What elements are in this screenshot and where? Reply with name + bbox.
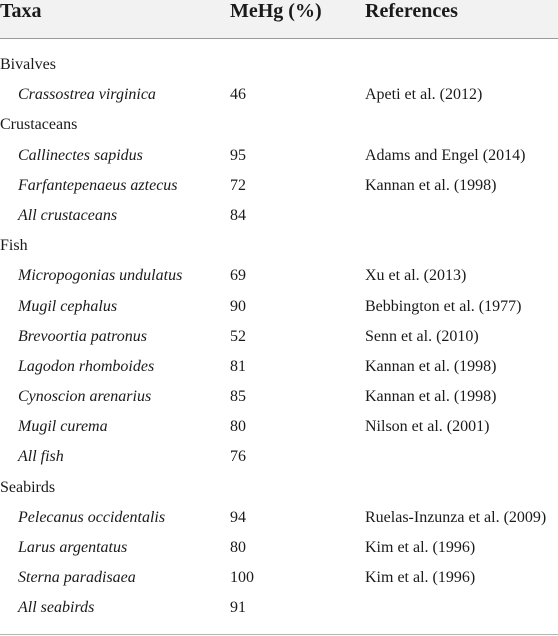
mehg-cell: 95 xyxy=(230,146,246,164)
group-row xyxy=(0,231,558,261)
reference-cell: Kim et al. (1996) xyxy=(365,539,476,556)
table-header xyxy=(0,0,558,39)
table-row xyxy=(0,563,558,593)
taxa-cell: All crustaceans xyxy=(18,206,118,224)
taxa-cell: Seabirds xyxy=(0,478,56,496)
taxa-cell: All fish xyxy=(18,448,64,466)
header-references: References xyxy=(365,0,458,22)
taxa-cell: Brevoortia patronus xyxy=(18,327,148,345)
mehg-cell: 46 xyxy=(230,86,246,104)
mehg-cell: 52 xyxy=(230,327,246,345)
group-row xyxy=(0,50,558,80)
reference-cell: Kannan et al. (1998) xyxy=(365,357,497,375)
table-body xyxy=(0,50,558,624)
table-row xyxy=(0,442,558,472)
taxa-cell: Callinectes sapidus xyxy=(18,146,143,164)
header-mehg: MeHg (%) xyxy=(230,0,322,22)
table-row xyxy=(0,141,558,171)
bottom-rule xyxy=(0,634,558,635)
mehg-cell: 81 xyxy=(230,357,246,375)
taxa-cell: Mugil cephalus xyxy=(18,297,118,315)
table-row xyxy=(0,533,558,563)
taxa-cell: All seabirds xyxy=(18,599,95,617)
taxa-cell: Crassostrea virginica xyxy=(18,86,156,104)
table-row xyxy=(0,352,558,382)
mehg-cell: 80 xyxy=(230,418,246,436)
table-row xyxy=(0,322,558,352)
taxa-cell: Lagodon rhomboides xyxy=(18,357,155,375)
reference-cell: Kannan et al. (1998) xyxy=(365,388,497,406)
reference-cell: Xu et al. (2013) xyxy=(365,267,467,285)
mehg-cell: 85 xyxy=(230,388,246,406)
taxa-cell: Sterna paradisaea xyxy=(18,569,136,587)
taxa-cell: Pelecanus occidentalis xyxy=(18,508,166,526)
mehg-cell: 76 xyxy=(230,448,246,466)
taxa-cell: Bivalves xyxy=(0,56,56,73)
mehg-cell: 69 xyxy=(230,267,246,285)
table-row xyxy=(0,593,558,623)
reference-cell: Kannan et al. (1998) xyxy=(365,176,497,194)
group-row xyxy=(0,110,558,140)
taxa-cell: Fish xyxy=(0,237,28,255)
reference-cell: Apeti et al. (2012) xyxy=(365,86,483,104)
mehg-cell: 72 xyxy=(230,176,246,194)
reference-cell: Bebbington et al. (1977) xyxy=(365,297,522,315)
mehg-cell: 80 xyxy=(230,539,246,556)
mehg-cell: 84 xyxy=(230,206,246,224)
table-row xyxy=(0,171,558,201)
taxa-cell: Micropogonias undulatus xyxy=(18,267,183,285)
taxa-cell: Mugil curema xyxy=(18,418,108,436)
taxa-cell: Cynoscion arenarius xyxy=(18,388,152,406)
taxa-cell: Farfantepenaeus aztecus xyxy=(18,176,178,194)
mehg-cell: 90 xyxy=(230,297,246,315)
reference-cell: Nilson et al. (2001) xyxy=(365,418,490,436)
table-row xyxy=(0,382,558,412)
table-row xyxy=(0,201,558,231)
reference-cell: Senn et al. (2010) xyxy=(365,327,479,345)
header-taxa: Taxa xyxy=(0,0,42,22)
table-row xyxy=(0,292,558,322)
mehg-cell: 100 xyxy=(230,569,254,587)
mehg-cell: 91 xyxy=(230,599,246,617)
mehg-cell: 94 xyxy=(230,508,246,526)
taxa-cell: Crustaceans xyxy=(0,116,78,134)
table-row xyxy=(0,503,558,533)
reference-cell: Kim et al. (1996) xyxy=(365,569,476,587)
group-row xyxy=(0,473,558,503)
taxa-cell: Larus argentatus xyxy=(18,539,128,556)
reference-cell: Ruelas-Inzunza et al. (2009) xyxy=(365,508,547,526)
reference-cell: Adams and Engel (2014) xyxy=(365,146,526,164)
table-row xyxy=(0,261,558,291)
table-row xyxy=(0,412,558,442)
table-row xyxy=(0,80,558,110)
